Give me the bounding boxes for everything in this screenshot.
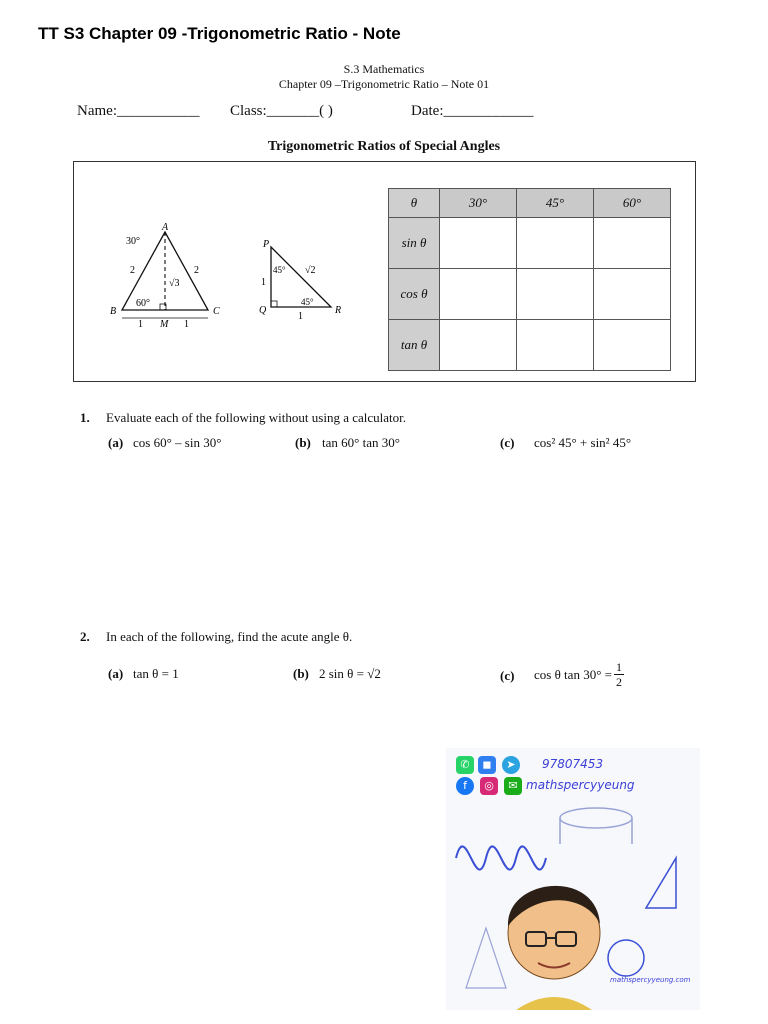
date-field: Date:____________: [411, 103, 534, 119]
vertex-c: C: [213, 306, 220, 317]
table-cell: [517, 218, 594, 269]
vertex-b: B: [110, 306, 117, 317]
angle-45-bottom-label: 45°: [301, 297, 314, 307]
side-right-label: 2: [194, 265, 199, 276]
q2-c-expression: cos θ tan 30° =: [534, 666, 612, 682]
triangle-45-diagram: [255, 235, 355, 325]
q1-b-label: (b): [295, 435, 311, 450]
fraction-one-half: [614, 660, 624, 689]
contact-card: [446, 748, 700, 1010]
vertex-p: P: [263, 239, 270, 250]
vertex-a: A: [162, 222, 169, 233]
fraction-denominator: 2: [615, 675, 622, 689]
ratio-table: [388, 188, 671, 371]
row-header: cos θ: [389, 269, 440, 320]
page-title: TT S3 Chapter 09 -Trigonometric Ratio - Note: [38, 24, 401, 43]
fraction-numerator: 1: [615, 660, 622, 674]
facebook-icon[interactable]: f: [456, 777, 474, 795]
whatsapp-icon[interactable]: ✆: [456, 756, 474, 774]
chapter-header: Chapter 09 –Trigonometric Ratio – Note 01: [278, 77, 490, 91]
wechat-icon[interactable]: ✉: [504, 777, 522, 795]
angle-30-label: 30°: [126, 236, 140, 247]
class-field: Class:_______( ): [230, 103, 333, 119]
q1-a-label: (a): [108, 435, 124, 450]
q2-b-expression: 2 sin θ = √2: [319, 666, 381, 681]
q1-c-label: (c): [500, 435, 515, 450]
question-1-number: 1.: [80, 410, 90, 425]
table-cell: [517, 269, 594, 320]
q2-a-expression: tan θ = 1: [133, 666, 179, 681]
q1-a-expression: cos 60° – sin 30°: [133, 435, 222, 450]
column-header: 45°: [517, 189, 594, 218]
table-corner: θ: [389, 189, 440, 218]
q2-c-expression-wrap: [534, 660, 624, 689]
row-header: sin θ: [389, 218, 440, 269]
table-cell: [440, 269, 517, 320]
hypotenuse-label: √2: [305, 265, 316, 276]
vertex-m: M: [160, 319, 169, 330]
height-label: √3: [169, 278, 180, 289]
contact-phone: 97807453: [542, 757, 604, 771]
base-right-label: 1: [184, 319, 189, 330]
angle-45-top-label: 45°: [273, 265, 286, 275]
row-header: tan θ: [389, 320, 440, 371]
section-title: Trigonometric Ratios of Special Angles: [267, 139, 501, 154]
column-header: 60°: [594, 189, 671, 218]
q2-c-label: (c): [500, 668, 515, 683]
vertical-side-label: 1: [261, 277, 266, 288]
contact-website: mathspercyyeung.com: [610, 976, 691, 984]
angle-60-label: 60°: [136, 298, 150, 309]
subject-header: S.3 Mathematics: [343, 62, 425, 76]
vertex-r: R: [335, 305, 342, 316]
q1-c-expression: cos² 45° + sin² 45°: [534, 435, 632, 450]
vertex-q: Q: [259, 305, 267, 316]
q1-b-expression: tan 60° tan 30°: [322, 435, 400, 450]
question-2-number: 2.: [80, 629, 90, 644]
question-2-text: In each of the following, find the acute angle θ.: [106, 629, 353, 644]
base-left-label: 1: [138, 319, 143, 330]
signal-icon[interactable]: ◼: [478, 756, 496, 774]
table-cell: [440, 218, 517, 269]
name-field: Name:___________: [77, 103, 200, 119]
table-cell: [594, 320, 671, 371]
table-cell: [440, 320, 517, 371]
table-cell: [517, 320, 594, 371]
side-left-label: 2: [130, 265, 135, 276]
triangle-30-60-diagram: [100, 220, 250, 335]
question-1-text: Evaluate each of the following without using a calculator.: [106, 410, 406, 425]
q2-a-label: (a): [108, 666, 124, 681]
column-header: 30°: [440, 189, 517, 218]
instagram-icon[interactable]: ◎: [480, 777, 498, 795]
telegram-icon[interactable]: ➤: [502, 756, 520, 774]
table-cell: [594, 269, 671, 320]
q2-b-label: (b): [293, 666, 309, 681]
table-cell: [594, 218, 671, 269]
base-side-label: 1: [298, 311, 303, 322]
contact-handle: mathspercyyeung: [526, 778, 635, 792]
